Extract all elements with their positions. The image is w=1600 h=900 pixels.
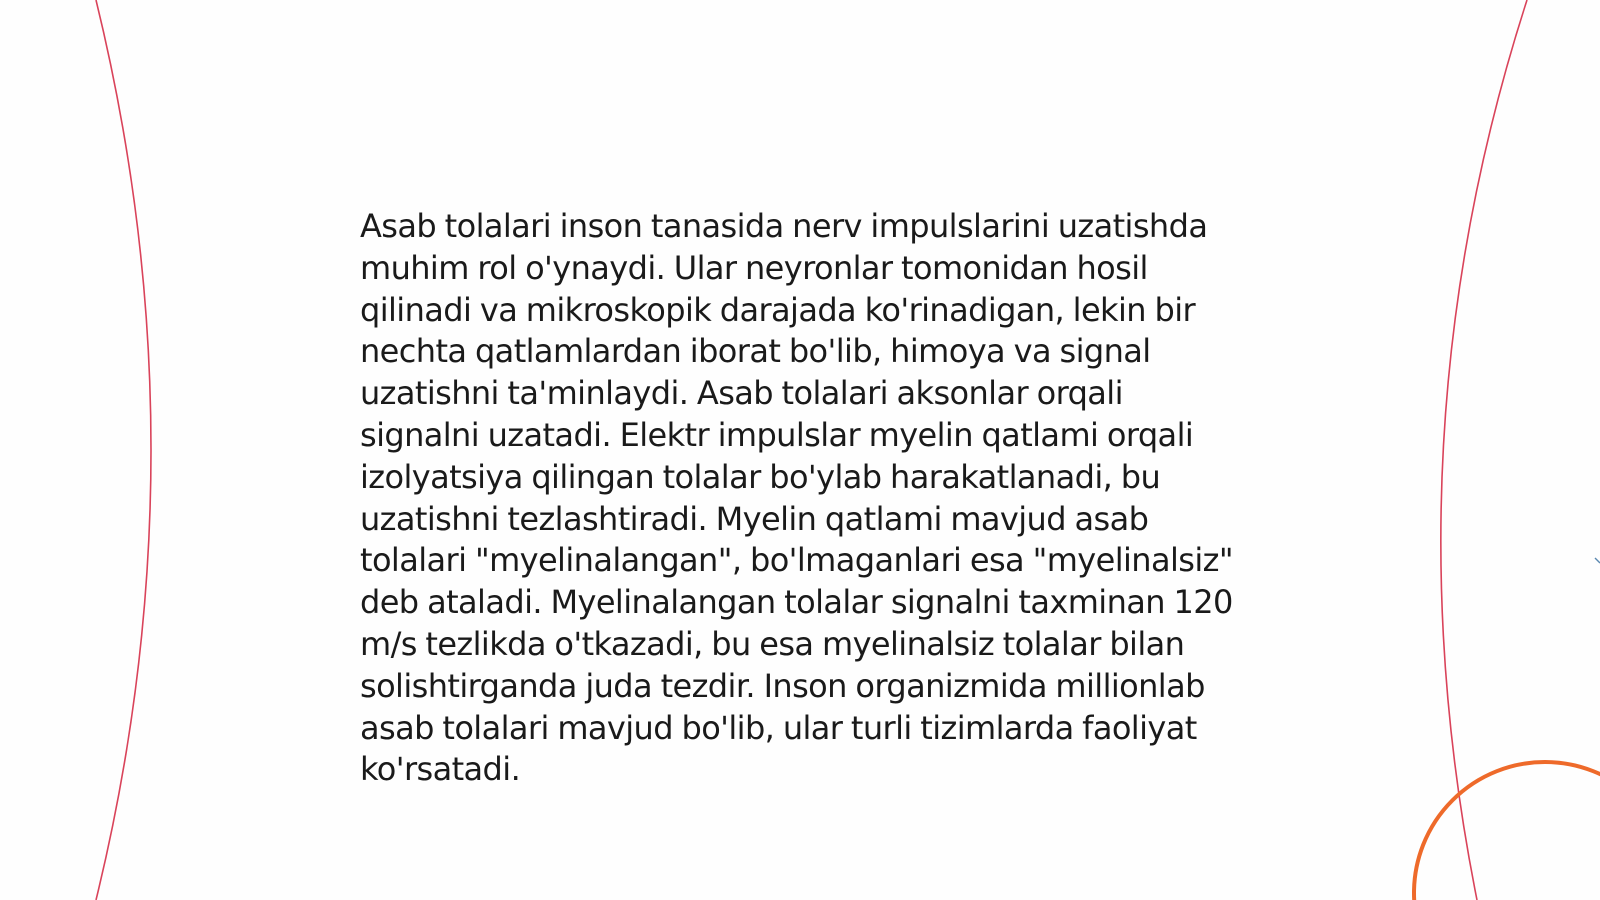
orange-circle-arc bbox=[1414, 762, 1600, 900]
left-curve-line bbox=[96, 0, 151, 900]
body-text: Asab tolalari inson tanasida nerv impulslarini uzatishda muhim rol o'ynaydi. Ular neyronlar tomonidan hosil qilinadi va mikroskopik darajada ko'rinadigan, lekin bir nechta qatlamlardan iborat bo'lib, himoya va signal uzatishni ta'minlaydi. Asab tolalari aksonlar orqali signalni uzatadi. Elektr impulslar myelin qatlami orqali izolyatsiya qilingan tolalar bo'ylab harakatlanadi, bu uzatishni tezlashtiradi. Myelin qatlami mavjud asab tolalari "myelinalangan", bo'lmaganlari esa "myelinalsiz" deb ataladi. Myelinalangan tolalar signalni taxminan 120 m/s tezlikda o'tkazadi, bu esa myelinalsiz tolalar bilan solishtirganda juda tezdir. Inson organizmida millionlab asab tolalari mavjud bo'lib, ular turli tizimlarda faoliyat ko'rsatadi. bbox=[360, 207, 1233, 789]
small-tick-mark bbox=[1595, 558, 1600, 563]
